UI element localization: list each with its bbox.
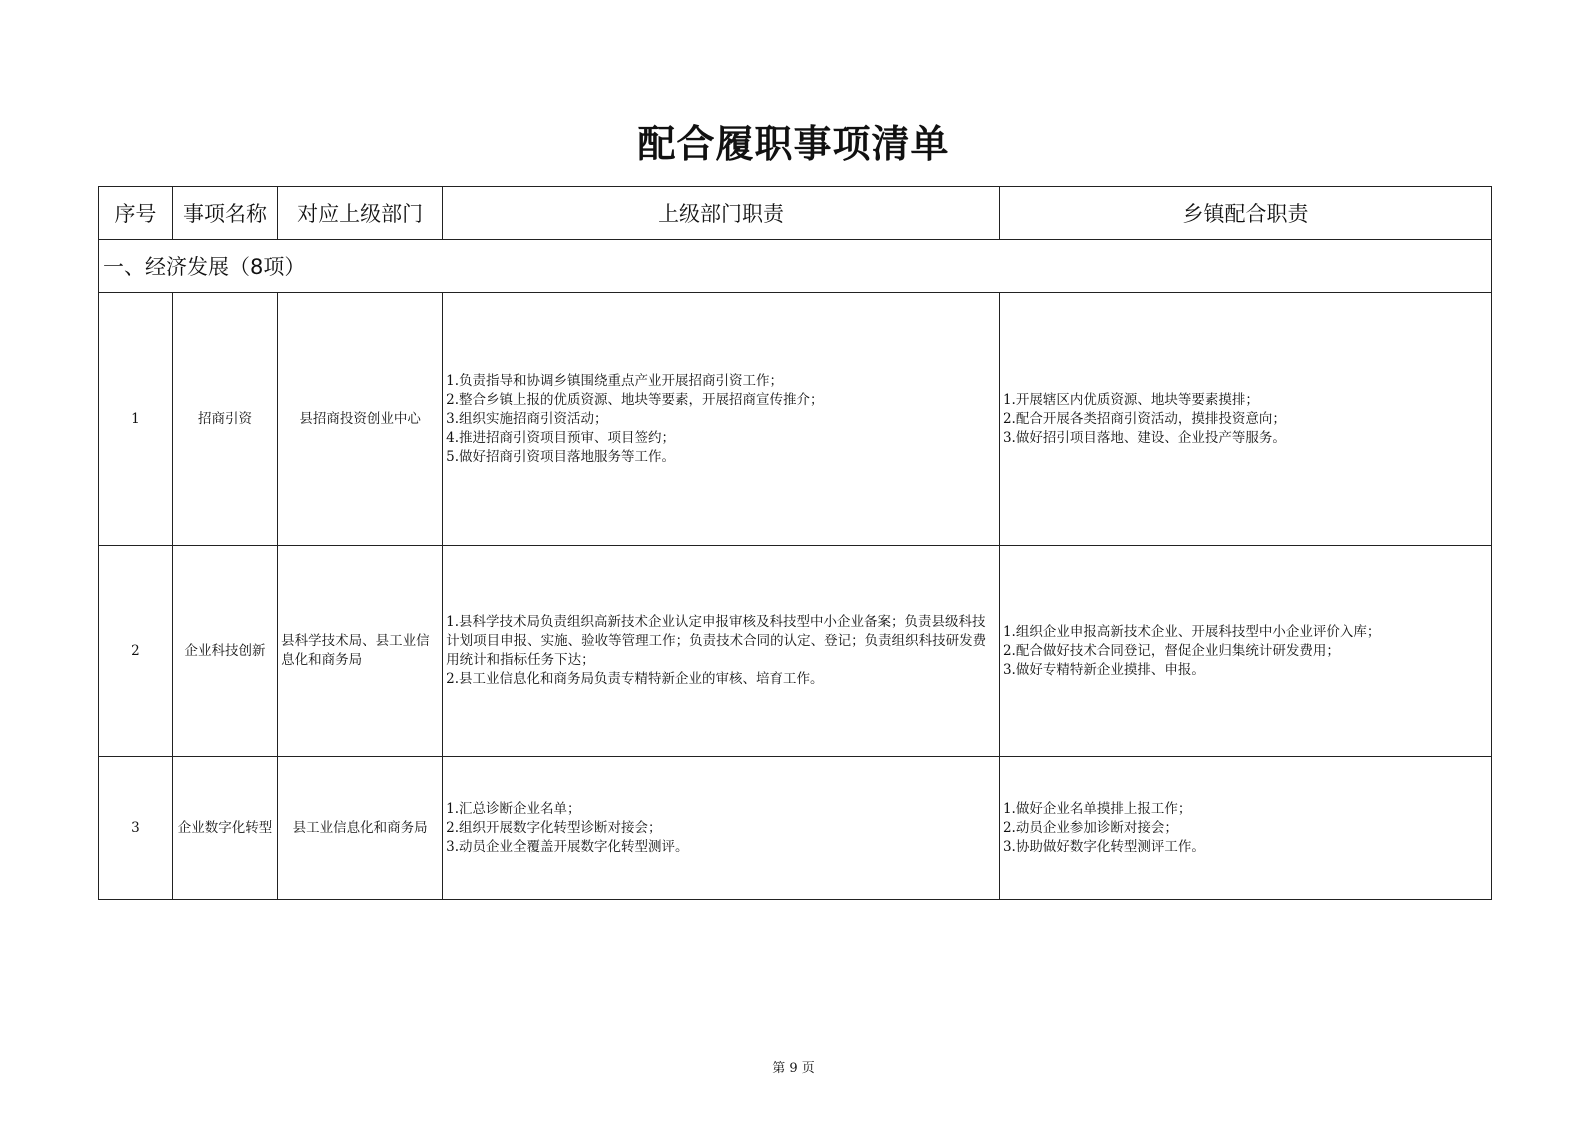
item-name: 企业科技创新: [172, 546, 277, 757]
row-number: 3: [99, 757, 173, 900]
section-row: [99, 240, 1492, 293]
coop-line: 1.组织企业申报高新技术企业、开展科技型中小企业评价入库；: [1002, 623, 1381, 640]
table-row: [99, 546, 1492, 757]
township-duties: [999, 293, 1491, 546]
duty-line: 5.做好招商引资项目落地服务等工作。: [446, 448, 676, 465]
superior-duties: [443, 757, 1000, 900]
header-township-duties: 乡镇配合职责: [999, 187, 1491, 240]
item-name: 招商引资: [172, 293, 277, 546]
duty-table: [98, 186, 1492, 900]
coop-line: 3.协助做好数字化转型测评工作。: [1002, 838, 1205, 855]
page-number: 第 9 页: [772, 1061, 815, 1076]
table-row: [99, 293, 1492, 546]
header-superior-duties: 上级部门职责: [443, 187, 1000, 240]
superior-dept: 县招商投资创业中心: [278, 293, 443, 546]
township-duties: [999, 757, 1491, 900]
superior-dept: 县科学技术局、县工业信息化和商务局: [278, 546, 443, 757]
duty-line: 3.动员企业全覆盖开展数字化转型测评。: [446, 838, 689, 855]
table-row: [99, 757, 1492, 900]
coop-line: 2.配合做好技术合同登记，督促企业归集统计研发费用；: [1002, 642, 1340, 659]
header-no: 序号: [99, 187, 173, 240]
coop-line: 1.做好企业名单摸排上报工作；: [1002, 800, 1192, 817]
duty-line: 2.组织开展数字化转型诊断对接会；: [446, 819, 662, 836]
coop-line: 3.做好专精特新企业摸排、申报。: [1002, 661, 1205, 678]
row-number: 1: [99, 293, 173, 546]
coop-line: 2.动员企业参加诊断对接会；: [1002, 819, 1178, 836]
coop-line: 1.开展辖区内优质资源、地块等要素摸排；: [1002, 391, 1259, 408]
township-duties: [999, 546, 1491, 757]
coop-line: 2.配合开展各类招商引资活动，摸排投资意向；: [1002, 410, 1286, 427]
superior-dept: 县工业信息化和商务局: [278, 757, 443, 900]
duty-line: 2.县工业信息化和商务局负责专精特新企业的审核、培育工作。: [446, 671, 824, 687]
superior-duties: [443, 293, 1000, 546]
row-number: 2: [99, 546, 173, 757]
section-title: 一、经济发展（8项）: [99, 240, 1492, 293]
coop-line: 3.做好招引项目落地、建设、企业投产等服务。: [1002, 429, 1286, 446]
duty-line: 3.组织实施招商引资活动；: [446, 410, 608, 427]
duty-line: 4.推进招商引资项目预审、项目签约；: [446, 429, 676, 446]
duty-line: 1.汇总诊断企业名单；: [446, 800, 581, 817]
header-superior-dept: 对应上级部门: [278, 187, 443, 240]
duty-line: 1.县科学技术局负责组织高新技术企业认定申报审核及科技型中小企业备案；负责县级科技计划项目申报、实施、验收等管理工作；负责技术合同的认定、登记；负责组织科技研发费用统计和指标任务下达；: [446, 614, 987, 668]
page-title: 配合履职事项清单: [637, 121, 950, 166]
duty-line: 1.负责指导和协调乡镇围绕重点产业开展招商引资工作；: [446, 372, 784, 389]
duty-line: 2.整合乡镇上报的优质资源、地块等要素，开展招商宣传推介；: [446, 391, 824, 408]
superior-duties: [443, 546, 1000, 757]
item-name: 企业数字化转型: [172, 757, 277, 900]
header-item-name: 事项名称: [172, 187, 277, 240]
table-header-row: [99, 187, 1492, 240]
